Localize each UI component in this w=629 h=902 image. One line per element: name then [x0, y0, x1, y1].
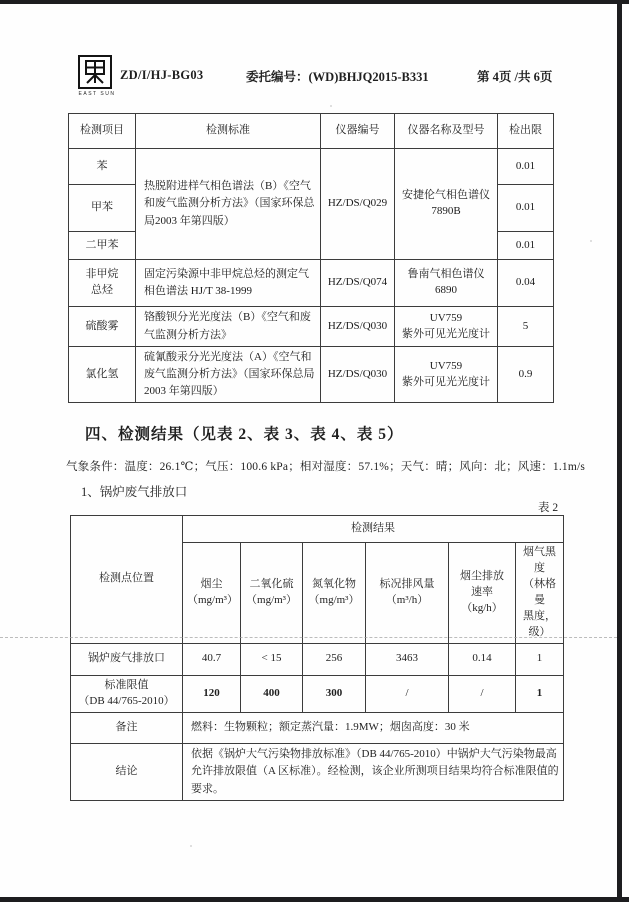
instrument-name-nmhc: 鲁南气相色谱仪 6890: [395, 260, 498, 307]
col-header-detection-limit: 检出限: [498, 114, 554, 149]
result-blackness: 1: [516, 643, 564, 675]
limit-dust: 120: [183, 675, 241, 712]
group-header: 检测结果: [183, 516, 564, 543]
table-row: [69, 149, 554, 185]
table-row: [69, 307, 554, 347]
col-header-nox: 氮氧化物 （mg/m³）: [303, 543, 366, 644]
instrument-name-sulfuric-mist: UV759 紫外可见光光度计: [395, 307, 498, 347]
standard-hcl: 硫氰酸汞分光光度法（A）《空气和废气监测分析方法》（国家环保总局2003 年第四版）: [136, 347, 321, 403]
scan-edge-top: [0, 0, 629, 4]
item-nmhc: 非甲烷 总烃: [69, 260, 136, 307]
instrument-no-sulfuric-mist: HZ/DS/Q030: [321, 307, 395, 347]
limit-airflow: /: [366, 675, 449, 712]
report-header: [78, 55, 578, 101]
scan-speck: [190, 845, 192, 847]
scan-speck: [330, 105, 332, 107]
item-toluene: 甲苯: [69, 185, 136, 232]
result-nox: 256: [303, 643, 366, 675]
scan-edge-right: [617, 0, 622, 902]
col-header-item: 检测项目: [69, 114, 136, 149]
scan-speck: [590, 240, 592, 242]
col-header-standard: 检测标准: [136, 114, 321, 149]
subsection-title: 1、锅炉废气排放口: [81, 485, 188, 499]
remark-row: [71, 712, 564, 743]
limit-row-label: 标准限值 （DB 44/765-2010）: [71, 675, 183, 712]
standard-benzene-group: 热脱附进样气相色谱法（B）《空气和废气监测分析方法》（国家环保总局2003 年第四版）: [136, 149, 321, 260]
group-header-row: [71, 516, 564, 543]
limit-benzene: 0.01: [498, 149, 554, 185]
instrument-no-benzene-group: HZ/DS/Q029: [321, 149, 395, 260]
limit-dust-rate: /: [449, 675, 516, 712]
boiler-exhaust-results-table: [70, 515, 564, 801]
instrument-name-benzene-group: 安捷伦气相色谱仪 7890B: [395, 149, 498, 260]
limit-so2: 400: [241, 675, 303, 712]
table2-label: 表 2: [538, 502, 559, 514]
instrument-name-hcl: UV759 紫外可见光光度计: [395, 347, 498, 403]
page-number: 第 4页 /共 6页: [477, 70, 553, 84]
standard-nmhc: 固定污染源中非甲烷总烃的测定气相色谱法 HJ/T 38-1999: [136, 260, 321, 307]
limit-nmhc: 0.04: [498, 260, 554, 307]
limit-blackness: 1: [516, 675, 564, 712]
east-sun-logo-icon: [78, 55, 112, 89]
document-code: ZD/I/HJ-BG03: [120, 68, 204, 82]
col-header-so2: 二氧化硫 （mg/m³）: [241, 543, 303, 644]
item-xylene: 二甲苯: [69, 232, 136, 260]
limit-xylene: 0.01: [498, 232, 554, 260]
section-title: 四、检测结果（见表 2、表 3、表 4、表 5）: [85, 426, 404, 443]
table-row: [69, 347, 554, 403]
result-row: [71, 643, 564, 675]
weather-conditions: 气象条件：温度：26.1℃；气压：100.6 kPa；相对湿度：57.1%；天气：晴；风向：北；风速：1.1m/s: [66, 461, 586, 473]
remark-text: 燃料：生物颗粒；额定蒸汽量：1.9MW；烟囱高度：30 米: [183, 712, 564, 743]
table-header-row: [69, 114, 554, 149]
limit-row: [71, 675, 564, 712]
conclusion-text: 依据《锅炉大气污染物排放标准》（DB 44/765-2010）中锅炉大气污染物最高允许排放限值（A 区标准）。经检测，该企业所测项目结果均符合标准限值的要求。: [183, 743, 564, 801]
result-row-label: 锅炉废气排放口: [71, 643, 183, 675]
col-header-dust-rate: 烟尘排放 速率 （kg/h）: [449, 543, 516, 644]
limit-hcl: 0.9: [498, 347, 554, 403]
result-dust: 40.7: [183, 643, 241, 675]
commission-number: 委托编号：(WD)BHJQ2015-B331: [246, 70, 429, 84]
limit-sulfuric-mist: 5: [498, 307, 554, 347]
remark-label: 备注: [71, 712, 183, 743]
item-hcl: 氯化氢: [69, 347, 136, 403]
result-dust-rate: 0.14: [449, 643, 516, 675]
instrument-no-hcl: HZ/DS/Q030: [321, 347, 395, 403]
logo-caption: EAST SUN: [78, 91, 116, 97]
result-airflow: 3463: [366, 643, 449, 675]
limit-toluene: 0.01: [498, 185, 554, 232]
corner-header: 检测点位置: [71, 516, 183, 644]
col-header-instrument-name: 仪器名称及型号: [395, 114, 498, 149]
conclusion-row: [71, 743, 564, 801]
item-sulfuric-mist: 硫酸雾: [69, 307, 136, 347]
conclusion-label: 结论: [71, 743, 183, 801]
table-row: [69, 260, 554, 307]
instrument-no-nmhc: HZ/DS/Q074: [321, 260, 395, 307]
standard-sulfuric-mist: 铬酸钡分光光度法（B）《空气和废气监测分析方法》: [136, 307, 321, 347]
col-header-airflow: 标况排风量 （m³/h）: [366, 543, 449, 644]
detection-standards-table: [68, 113, 554, 403]
limit-nox: 300: [303, 675, 366, 712]
col-header-blackness: 烟气黑度 （林格曼 黑度，级）: [516, 543, 564, 644]
col-header-instrument-no: 仪器编号: [321, 114, 395, 149]
col-header-dust: 烟尘 （mg/m³）: [183, 543, 241, 644]
item-benzene: 苯: [69, 149, 136, 185]
result-so2: < 15: [241, 643, 303, 675]
scan-edge-bottom: [0, 897, 629, 902]
